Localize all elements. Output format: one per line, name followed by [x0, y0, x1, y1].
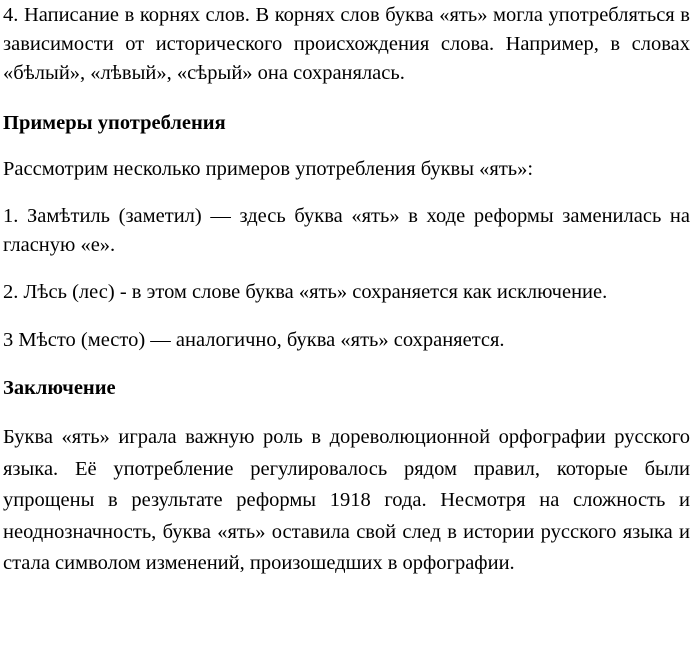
- examples-intro: Рассмотрим несколько примеров употребления буквы «ять»:: [3, 158, 534, 180]
- heading-conclusion: Заключение: [3, 377, 116, 399]
- example-item: 3 Мѣсто (место) — аналогично, буква «ять» сохраняется.: [3, 329, 505, 351]
- example-item: 2. Лѣсь (лес) - в этом слове буква «ять» сохраняется как исключение.: [3, 281, 608, 303]
- example-item: 1. Замѣтиль (заметил) — здесь буква «ять» в ходе реформы заменилась на гласную «е».: [3, 205, 690, 256]
- heading-examples: Примеры употребления: [3, 112, 226, 134]
- document: [0, 1, 692, 580]
- paragraph-section-4: 4. Написание в корнях слов. В корнях слов буква «ять» могла употребляться в зависимости от исторического происхождения слова. Например, в словах «бѣлый», «лѣвый», «сѣрый» она сохранялась.: [3, 4, 690, 84]
- conclusion-text: Буква «ять» играла важную роль в дореволюционной орфографии русского языка. Её употребление регулировалось рядом правил, которые были упрощены в результате реформы 1918 года. Несмотря на сложность и неоднозначность, буква «ять» оставила свой след в истории русского языка и стала символом изменений, произошедших в орфографии.: [3, 426, 690, 574]
